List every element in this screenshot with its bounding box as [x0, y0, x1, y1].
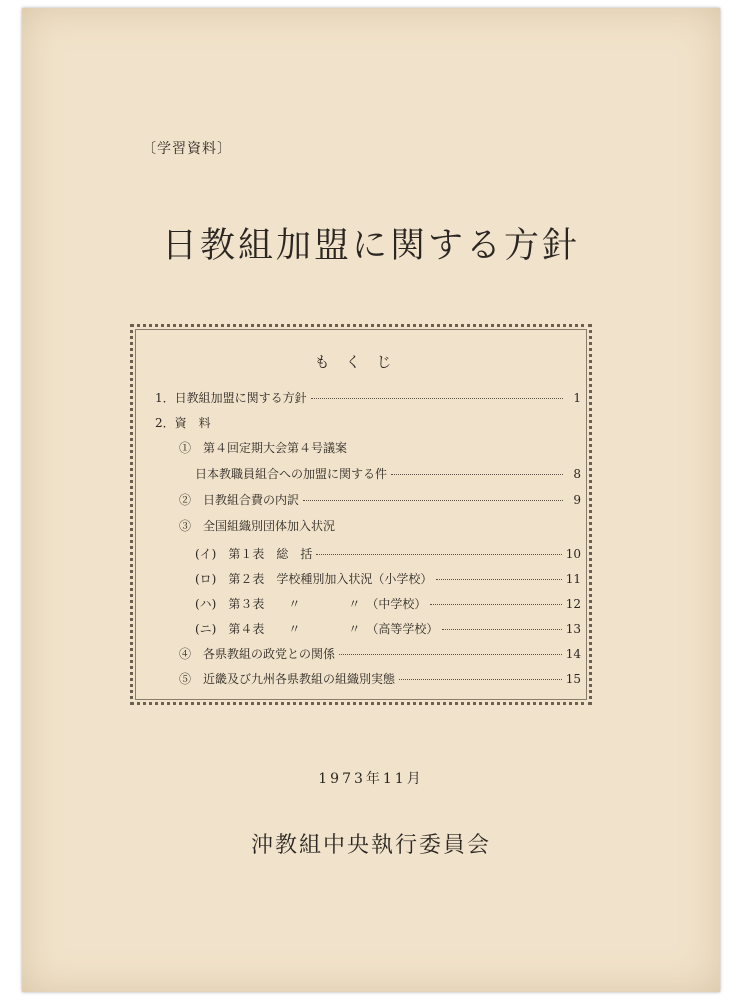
toc-entry-text: 日本教職員組合への加盟に関する件	[195, 467, 388, 481]
toc-entry-page: 15	[565, 672, 581, 686]
toc-entry-text: ⑤ 近畿及び九州各県教組の組織別実態	[179, 672, 396, 686]
toc-entry: 2．資 料	[155, 416, 211, 430]
toc-entry-page: 8	[573, 467, 581, 481]
toc-entry-page: 12	[565, 597, 581, 611]
toc-entry-text: (ニ) 第４表 〃 〃 （高等学校）	[195, 622, 439, 636]
issuing-organization: 沖教組中央執行委員会	[250, 833, 491, 858]
publication-date: 1973年11月	[318, 771, 424, 787]
toc-entry-text: (ハ) 第３表 〃 〃 （中学校）	[195, 597, 427, 611]
toc-leader	[399, 679, 562, 680]
toc-entry	[179, 491, 581, 508]
toc-leader	[311, 398, 563, 399]
toc-entry-text: ④ 各県教組の政党との関係	[179, 647, 336, 661]
toc-heading: もくじ	[314, 353, 408, 371]
toc-entry	[195, 570, 581, 587]
toc-entry	[195, 545, 581, 562]
toc-entry-text: (ロ) 第２表 学校種別加入状況（小学校）	[195, 572, 433, 586]
toc-leader	[436, 579, 561, 580]
toc-leader	[430, 604, 561, 605]
document-page	[22, 8, 720, 992]
toc-entry	[179, 645, 581, 662]
toc-entry	[179, 670, 581, 687]
toc-entry-page: 9	[573, 493, 581, 507]
toc-entry: ① 第４回定期大会第４号議案	[179, 441, 348, 455]
toc-entry-page: 13	[565, 622, 581, 636]
document-title: 日教組加盟に関する方針	[161, 226, 580, 266]
toc-entry	[155, 389, 581, 406]
toc-leader	[303, 500, 563, 501]
toc-leader	[316, 554, 561, 555]
toc-entry	[195, 620, 581, 637]
toc-entry-page: 1	[573, 391, 581, 405]
toc-entry-page: 14	[565, 647, 581, 661]
toc-entry-page: 10	[565, 547, 581, 561]
toc-entry	[195, 465, 581, 482]
toc-entry-text: 1．日教組加盟に関する方針	[155, 391, 307, 405]
toc-entry: ③ 全国組織別団体加入状況	[179, 519, 336, 533]
toc-leader	[442, 629, 561, 630]
document-label: 〔学習資料〕	[142, 141, 232, 157]
toc-entry	[195, 595, 581, 612]
toc-entry-text: ② 日教組合費の内訳	[179, 493, 300, 507]
toc-leader	[391, 474, 563, 475]
toc-leader	[339, 654, 562, 655]
table-of-contents	[130, 324, 592, 705]
toc-entry-page: 11	[565, 572, 581, 586]
toc-entry-text: (イ) 第１表 総 括	[195, 547, 313, 561]
